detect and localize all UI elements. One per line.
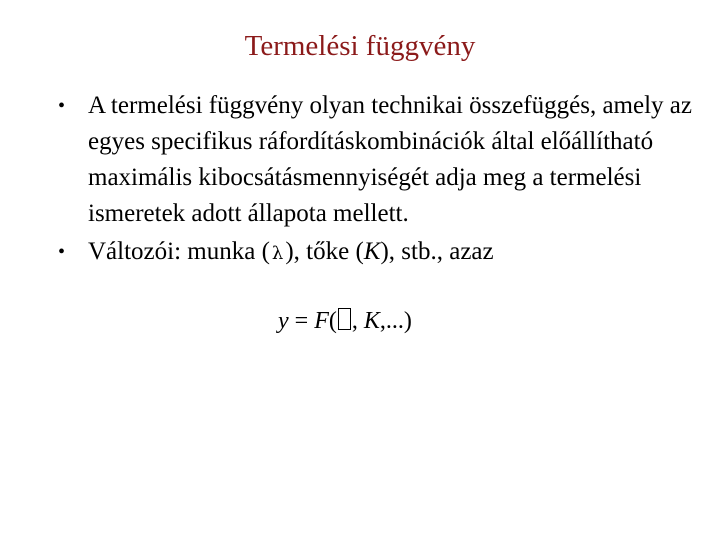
bullet-marker: •: [58, 95, 66, 117]
formula-equals: =: [288, 308, 315, 334]
lambda-symbol: λ: [271, 243, 284, 264]
production-function-formula: [278, 304, 412, 338]
formula-k: K: [363, 308, 380, 334]
variables-prefix: Változói: munka (: [88, 238, 270, 265]
formula-open-paren: (: [328, 308, 337, 334]
capital-k: K: [363, 238, 381, 265]
bullet-list: [58, 88, 698, 272]
formula-tail: ,...): [379, 308, 412, 334]
formula-y: y: [278, 308, 289, 334]
bullet-definition-text: A termelési függvény olyan technikai összefüggés, amely az egyes specifikus ráfordításkombinációk által előállítható maximális kibocsátásmennyiségét adja meg a termelési ismeretek adott állapota mellett.: [88, 92, 692, 227]
formula-comma: ,: [351, 308, 364, 334]
slide-title: Termelési függvény: [244, 30, 476, 62]
bullet-marker: •: [58, 241, 66, 263]
bullet-variables: [58, 234, 698, 272]
missing-glyph-icon: [338, 308, 351, 330]
variables-middle: ), tőke (: [285, 238, 364, 265]
formula-f: F: [314, 308, 329, 334]
bullet-definition: [58, 88, 698, 232]
variables-suffix: ), stb., azaz: [380, 238, 494, 265]
